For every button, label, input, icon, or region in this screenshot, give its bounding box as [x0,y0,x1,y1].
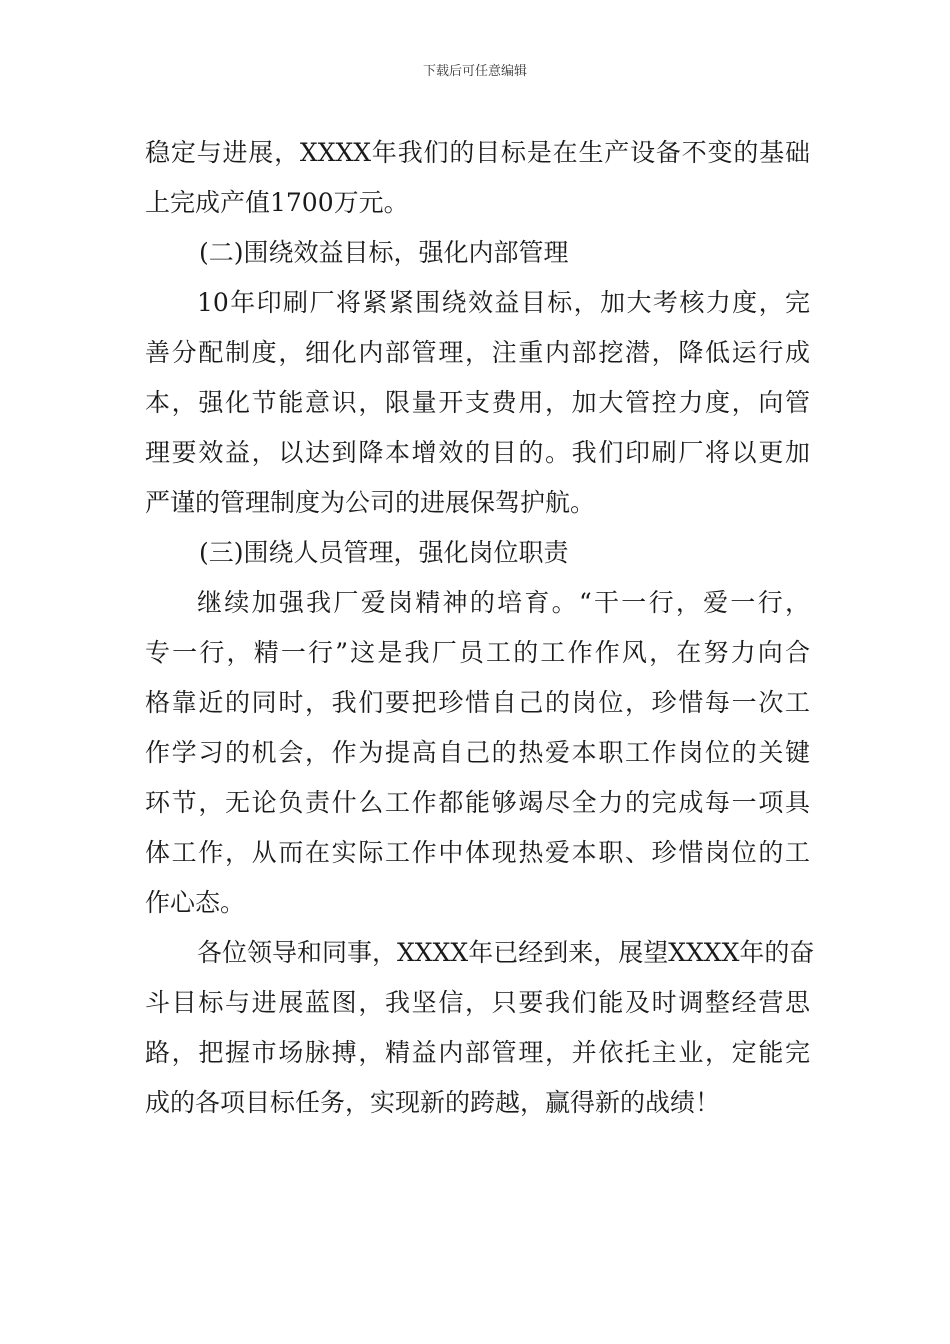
text-line: 善分配制度，细化内部管理，注重内部挖潜，降低运行成 [145,338,810,367]
paragraph-closing-remarks [145,928,815,1128]
text-line: 环节，无论负责什么工作都能够竭尽全力的完成每一项具 [145,788,810,817]
text-line: 斗目标与进展蓝图，我坚信，只要我们能及时调整经营思 [145,988,810,1017]
paragraph-job-responsibility [145,578,810,928]
text-line: 本，强化节能意识，限量开支费用，加大管控力度，向管 [145,388,810,417]
text-line: 作心态。 [145,888,246,917]
text-line: 体工作，从而在实际工作中体现热爱本职、珍惜岗位的工 [145,838,810,867]
text-line: 路，把握市场脉搏，精益内部管理，并依托主业，定能完 [145,1038,810,1067]
section-heading-efficiency: (二)围绕效益目标，强化内部管理 [199,238,569,267]
text-line: 理要效益，以达到降本增效的目的。我们印刷厂将以更加 [145,438,810,467]
document-body [145,128,815,1128]
text-line: 稳定与进展，XXXX年我们的目标是在生产设备不变的基础 [145,138,810,167]
text-line: 继续加强我厂爱岗精神的培育。“干一行，爱一行， [197,588,810,617]
paragraph-production-target [145,128,810,228]
text-line: 上完成产值1700万元。 [145,188,409,217]
text-line: 成的各项目标任务，实现新的跨越，赢得新的战绩！ [145,1088,721,1117]
text-line: 各位领导和同事，XXXX年已经到来，展望XXXX年的奋 [197,938,815,967]
page-header-note: 下载后可任意编辑 [422,64,527,79]
paragraph-internal-management [145,278,810,528]
section-heading-personnel: (三)围绕人员管理，强化岗位职责 [199,538,569,567]
text-line: 作学习的机会，作为提高自己的热爱本职工作岗位的关键 [145,738,810,767]
text-line: 格靠近的同时，我们要把珍惜自己的岗位，珍惜每一次工 [145,688,810,717]
text-line: 专一行，精一行”这是我厂员工的工作作风，在努力向合 [145,638,810,667]
text-line: 严谨的管理制度为公司的进展保驾护航。 [145,488,596,517]
text-line: 10年印刷厂将紧紧围绕效益目标，加大考核力度，完 [197,288,810,317]
